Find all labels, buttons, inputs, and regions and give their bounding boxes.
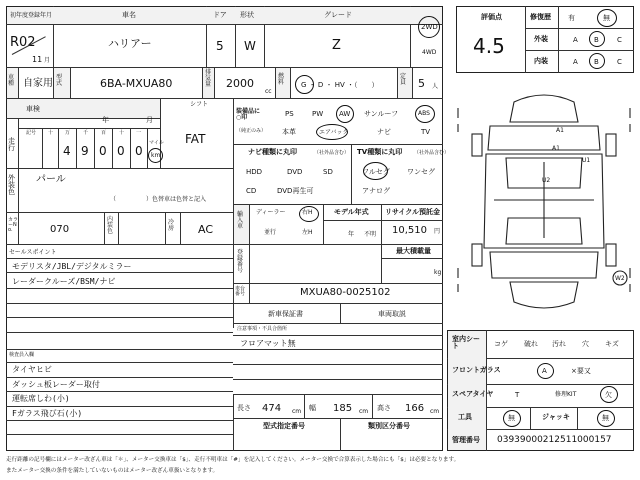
shape-label: 形状 <box>240 11 254 19</box>
chassis-label: 車台番号 <box>235 286 246 297</box>
chassis-value: MXUA80-0025102 <box>300 287 391 298</box>
score-value: 4.5 <box>473 34 505 58</box>
fuel-label: 燃料 <box>278 73 285 86</box>
tv-oneseg: ワンセグ <box>407 168 435 176</box>
model: 6BA-MXUA80 <box>100 77 173 90</box>
car-name: ハリアー <box>108 37 152 50</box>
vehicle-manual: 車両取説 <box>378 310 406 318</box>
tools-value: 無 <box>508 414 515 422</box>
navi-hdd: HDD <box>246 168 263 176</box>
class-label: 類別区分番号 <box>368 422 410 430</box>
digits-label: 記号 <box>26 130 37 136</box>
notes-label: 注意事項・不具合箇所 <box>237 326 288 332</box>
score-label: 評価点 <box>481 13 502 21</box>
interior-c: C <box>617 58 622 66</box>
reg-label: 初年度登録年月 <box>10 12 53 19</box>
exterior-b: B <box>594 36 599 44</box>
tv-fullseg: フルセグ <box>362 168 390 176</box>
navi-title-note: （社外品含む） <box>314 150 350 156</box>
type-label: 型式指定番号 <box>263 422 305 430</box>
usage: 自家用 <box>23 78 53 89</box>
digit-3: 0 <box>117 144 125 158</box>
recycle-yen: 円 <box>434 228 441 235</box>
tv-title-note: （社外品含む） <box>414 150 450 156</box>
seat-koge: コゲ <box>494 340 508 348</box>
import-parallel: 並行 <box>264 229 277 236</box>
interior-seat-label: 室内シート <box>452 335 480 350</box>
model-label: 型式 <box>56 74 63 87</box>
ac-label: 冷房 <box>168 219 175 232</box>
interior-grade-label: 内装 <box>534 57 548 65</box>
equip-abs: ABS <box>418 110 430 117</box>
unit-5: 一 <box>136 130 142 136</box>
equip-ps: PS <box>285 110 294 118</box>
diagram-code-5: W2 <box>615 275 625 282</box>
navi-dvd-play: DVD再生可 <box>277 187 314 195</box>
front-glass-replace: ×要又 <box>571 367 591 375</box>
exterior-c: C <box>617 36 622 44</box>
unit-0: 十 <box>48 130 54 136</box>
kg-unit: kg <box>434 269 442 276</box>
navi-dvd: DVD <box>287 168 303 176</box>
import-dealer: ディーラー <box>256 209 286 216</box>
jack-label: ジャッキ <box>542 413 570 421</box>
vehicle-label: 車種 <box>8 74 15 87</box>
interior-label: 内装色 <box>107 216 114 235</box>
exterior-grade-label: 外装 <box>534 35 548 43</box>
repair-no: 無 <box>603 14 610 22</box>
drive-2wd: 2WD <box>421 23 438 31</box>
width-cm: cm <box>359 408 369 415</box>
seat-yabure: 破れ <box>524 340 538 348</box>
width-label: 幅 <box>309 404 316 412</box>
notes-text: フロアマット無 <box>240 339 296 348</box>
front-glass-label: フロントガラス <box>452 366 501 374</box>
seat-ana: 穴 <box>582 340 589 348</box>
model-year-label: モデル年式 <box>334 208 369 216</box>
inspector-label: 検査員入欄 <box>9 352 35 358</box>
exterior-label: 外装色 <box>8 174 15 196</box>
inspector-line-3: 運転席しわ(小) <box>12 394 70 403</box>
year-unit: 年 <box>102 116 109 124</box>
new-car-guarantee: 新車保証書 <box>268 310 303 318</box>
digit-0: 4 <box>63 144 71 158</box>
seat-yogore: 汚れ <box>552 340 566 348</box>
spare-tire-label: スペアタイヤ <box>452 390 494 398</box>
repair-yes: 有 <box>568 14 575 22</box>
shift-label: シフト <box>190 101 209 108</box>
exterior-color: パール <box>36 174 66 185</box>
selling-point-1: モデリスタ/JBL/デジタルミラー <box>12 262 132 271</box>
color-no: 070 <box>50 224 70 235</box>
import-right: 右H <box>302 209 313 216</box>
car-damage-diagram <box>450 78 638 326</box>
length-label: 長さ <box>237 404 251 412</box>
height-label: 高さ <box>377 404 391 412</box>
repair-label: 修復歴 <box>530 13 551 21</box>
management-value: 03939000212511000157 <box>497 435 612 445</box>
length-value: 474 <box>262 403 282 414</box>
equip-leather: 本革 <box>282 128 296 136</box>
displacement: 2000 <box>226 77 254 90</box>
navi-title: ナビ種類に丸印 <box>248 148 297 156</box>
reg-no-label: 登録番号 <box>237 249 244 274</box>
exterior-note: （ ）色替車は色替と記入 <box>110 196 207 203</box>
inspector-line-4: Fガラス飛び石(小) <box>12 409 83 418</box>
max-load-label: 最大積載量 <box>396 247 431 255</box>
spare-t: T <box>515 391 520 399</box>
tv-analog: アナログ <box>362 187 390 195</box>
seat-kizu: キズ <box>605 340 619 348</box>
navi-sd: SD <box>323 168 333 176</box>
diagram-code-4: U2 <box>542 177 551 184</box>
diagram-code-1: A1 <box>556 127 564 134</box>
footer-line-1: 走行距離の記号欄にはメーター改ざん車は「＊」、メーター交換車は「$」、走行不明車は「#」を記入してください。メーター交換で合算表示した場合にも「$」は必要となります。 <box>6 457 460 463</box>
selling-points-label: セールスポイント <box>9 249 57 256</box>
drive-4wd: 4WD <box>422 49 437 56</box>
management-label: 管理番号 <box>452 436 480 444</box>
inspector-line-1: タイヤヒビ <box>12 365 52 374</box>
height-cm: cm <box>430 408 440 415</box>
car-name-label: 車名 <box>122 11 136 19</box>
digit-4: 0 <box>135 144 143 158</box>
ac-value: AC <box>198 223 214 236</box>
model-year-unit: 年 <box>348 231 355 238</box>
door-label: ドア <box>213 11 227 19</box>
side-label: 走行 <box>8 137 15 152</box>
capacity-unit: 人 <box>432 83 439 90</box>
equip-navi: ナビ <box>377 128 391 136</box>
footer-line-2: またメーター交換の条件を満たしていないものはメーター改ざん車扱いとなります。 <box>6 468 219 474</box>
model-year-unknown: 不明 <box>364 231 377 238</box>
interior-a: A <box>573 58 578 66</box>
capacity-label: 定員 <box>400 73 407 86</box>
interior-b: B <box>594 58 599 66</box>
color-no-label: カラーNo. <box>8 217 19 233</box>
unit-4: 十 <box>119 130 125 136</box>
capacity: 5 <box>418 77 425 90</box>
grade: Z <box>332 38 341 53</box>
unit-3: 百 <box>101 130 107 136</box>
shift-value: FAT <box>185 132 206 146</box>
recycle-value: 10,510 <box>392 225 427 236</box>
digit-1: 9 <box>81 144 89 158</box>
equip-pw: PW <box>312 110 324 118</box>
length-cm: cm <box>292 408 302 415</box>
front-glass-a: A <box>542 367 547 375</box>
recycle-label: リサイクル預託金 <box>385 208 441 216</box>
km-label: km <box>151 152 161 159</box>
reg-month: 11 <box>32 55 43 64</box>
height-value: 166 <box>405 403 425 414</box>
navi-cd: CD <box>246 187 257 195</box>
tools-label: 工具 <box>458 413 472 421</box>
equipment-title: 装備品に○印 <box>236 108 261 121</box>
displacement-label: 排気量 <box>205 69 212 88</box>
width-value: 185 <box>333 403 353 414</box>
equipment-subtitle: （純正のみ） <box>236 128 267 134</box>
unit-2: 千 <box>83 130 89 136</box>
reg-month-unit: 月 <box>44 57 51 64</box>
jack-value: 無 <box>602 414 609 422</box>
fuel-options: G ・ D ・ HV ・（ ） <box>301 81 379 89</box>
grade-label: グレード <box>324 11 352 19</box>
diagram-code-2: A1 <box>552 145 560 152</box>
import-left: 左H <box>302 229 313 236</box>
equip-airbag: エアバック <box>319 129 349 136</box>
equip-sunroof: サンルーフ <box>364 110 399 118</box>
exterior-a: A <box>573 36 578 44</box>
inspection-label: 車検 <box>26 105 40 113</box>
import-label: 輸入車 <box>237 211 244 230</box>
spare-missing: 欠 <box>605 391 612 399</box>
diagram-code-3: U1 <box>582 157 591 164</box>
reg-year: R02 <box>10 35 36 50</box>
cc-unit: cc <box>265 88 272 95</box>
digit-2: 0 <box>99 144 107 158</box>
doors: 5 <box>216 39 224 53</box>
selling-point-2: レーダークルーズ/BSM/ナビ <box>12 277 116 286</box>
equip-tv: TV <box>421 128 431 136</box>
month-unit: 月 <box>146 116 153 124</box>
unit-1: 万 <box>65 130 71 136</box>
mile-label: マイル <box>149 140 164 146</box>
tv-title: TV種類に丸印 <box>357 148 403 156</box>
shape: W <box>244 39 256 53</box>
equip-aw: AW <box>339 110 351 118</box>
spare-kit: 修理KIT <box>555 391 577 398</box>
inspector-line-2: ダッシュ板レーダー取付 <box>12 380 100 389</box>
